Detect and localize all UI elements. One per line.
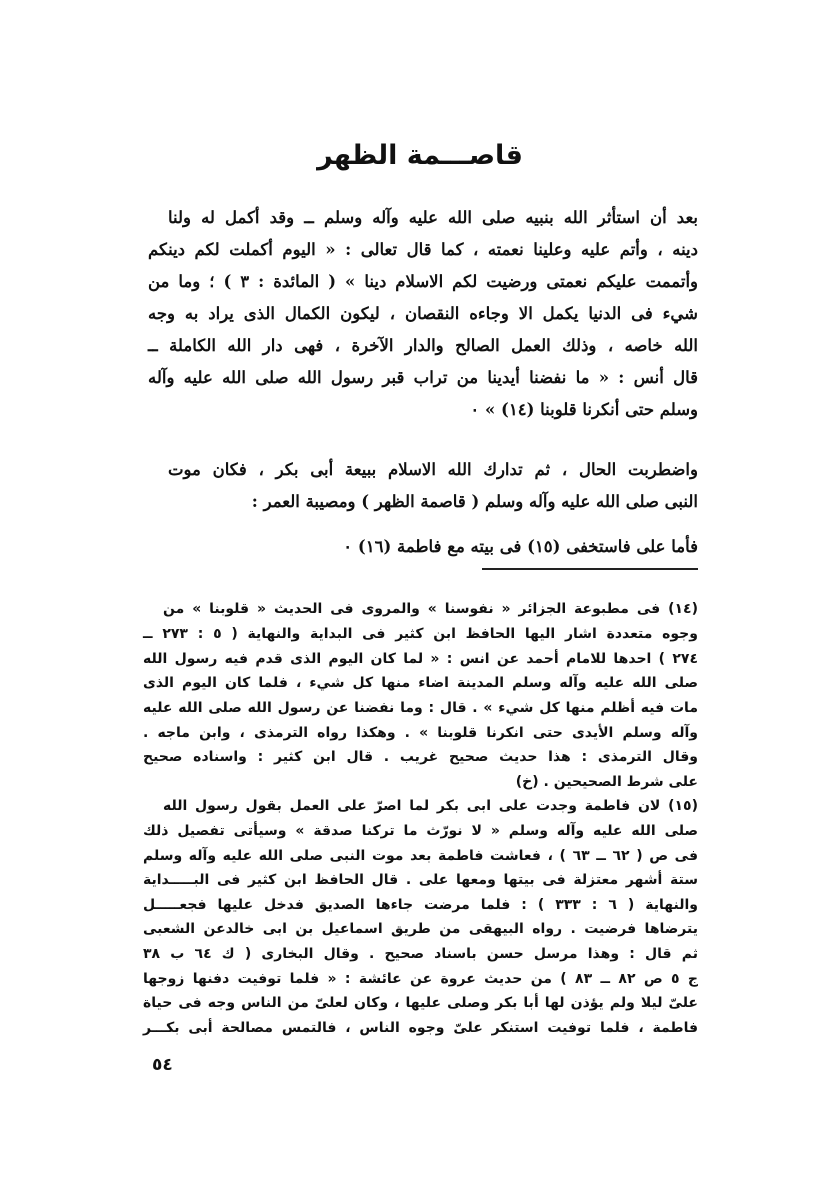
footnote-line: مات فيه أظلم منها كل شيء » . قال : وما نفضنا عن رسول الله صلى الله عليه [143,700,698,716]
footnote-line: وآله وسلم الأيدى حتى انكرنا قلوبنا » . وهكذا رواه الترمذى ، وابن ماجه . [143,725,698,741]
body-line: شيء فى الدنيا يكمل الا وجاءه النقصان ، ليكون الكمال الذى يراد به وجه [148,304,698,323]
footnote-line: علىّ ليلا ولم يؤذن لها أبا بكر وصلى عليها ، وكان لعلىّ من الناس وجه فى حياة [143,995,698,1011]
footnote-line: صلى الله عليه وآله وسلم المدينة اضاء منها كل شيء ، فلما كان اليوم الذى [143,675,698,691]
footnote-line: وجوه متعددة اشار اليها الحافظ ابن كثير فى البداية والنهاية ( ٥ : ٢٧٣ ــ [143,626,698,642]
body-line: واضطربت الحال ، ثم تدارك الله الاسلام ببيعة أبى بكر ، فكان موت [168,460,698,479]
body-line: الله خاصه ، وذلك العمل الصالح والدار الآخرة ، فهى دار الله الكاملة ــ [148,336,698,355]
body-line: قال أنس : « ما نفضنا أيدينا من تراب قبر رسول الله صلى الله عليه وآله [148,368,698,387]
body-line: فأما على فاستخفى (١٥) فى بيته مع فاطمة (١٦) ٠ [343,537,698,556]
footnote-separator [482,568,698,570]
page-number: ٥٤ [152,1055,173,1075]
footnote-line: فى ص ( ٦٢ ــ ٦٣ ) ، فعاشت فاطمة بعد موت النبى صلى الله عليه وآله وسلم [143,848,699,864]
footnote-line: صلى الله عليه وآله وسلم « لا نورّث ما تركنا صدقة » وسيأتى تفصيل ذلك [143,823,698,839]
footnote-line: (١٥) لان فاطمة وجدت على ابى بكر لما اصرّ على العمل بقول رسول الله [163,798,698,814]
footnote-line: يترضاها فرضيت . رواه البيهقى من طريق اسماعيل بن ابى خالدعن الشعبى [143,921,698,937]
body-line: النبى صلى الله عليه وآله وسلم ( قاصمة الظهر ) ومصيبة العمر : [251,492,698,511]
footnote-line: وقال الترمذى : هذا حديث صحيح غريب . قال ابن كثير : واسناده صحيح [143,749,698,765]
footnote-line: ستة أشهر معتزلة فى بيتها ومعها على . قال الحافظ ابن كثير فى البـــــداية [143,872,698,888]
footnote-line: فاطمة ، فلما توفيت استنكر علىّ وجوه الناس ، فالتمس مصالحة أبى بكـــر [143,1020,698,1036]
body-line: بعد أن استأثر الله بنبيه صلى الله عليه وآله وسلم ــ وقد أكمل له ولنا [168,208,698,227]
footnote-line: ثم قال : وهذا مرسل حسن باسناد صحيح . وقال البخارى ( ك ٦٤ ب ٣٨ [143,946,698,962]
footnote-line: على شرط الصحيحين . (خ) [515,774,698,790]
body-line: وأتممت عليكم نعمتى ورضيت لكم الاسلام دينا » ( المائدة : ٣ ) ؛ وما من [148,272,698,291]
footnote-line: ٢٧٤ ) احدها للامام أحمد عن انس : « لما كان اليوم الذى قدم فيه رسول الله [143,651,698,667]
footnote-line: ج ٥ ص ٨٢ ــ ٨٣ ) من حديث عروة عن عائشة : « فلما توفيت دفنها زوجها [143,971,698,987]
body-line: وسلم حتى أنكرنا قلوبنا (١٤) » ٠ [470,400,698,419]
body-line: دينه ، وأتم عليه وعلينا نعمته ، كما قال تعالى : « اليوم أكملت لكم دينكم [148,240,698,259]
footnote-line: (١٤) فى مطبوعة الجزائر « نفوسنا » والمروى فى الحديث « قلوبنا » من [163,601,698,617]
chapter-title: قاصـــمة الظهر [317,140,523,171]
footnote-line: والنهاية ( ٦ : ٣٣٣ ) : فلما مرضت جاءها الصديق فدخل عليها فجعـــــل [143,897,698,913]
